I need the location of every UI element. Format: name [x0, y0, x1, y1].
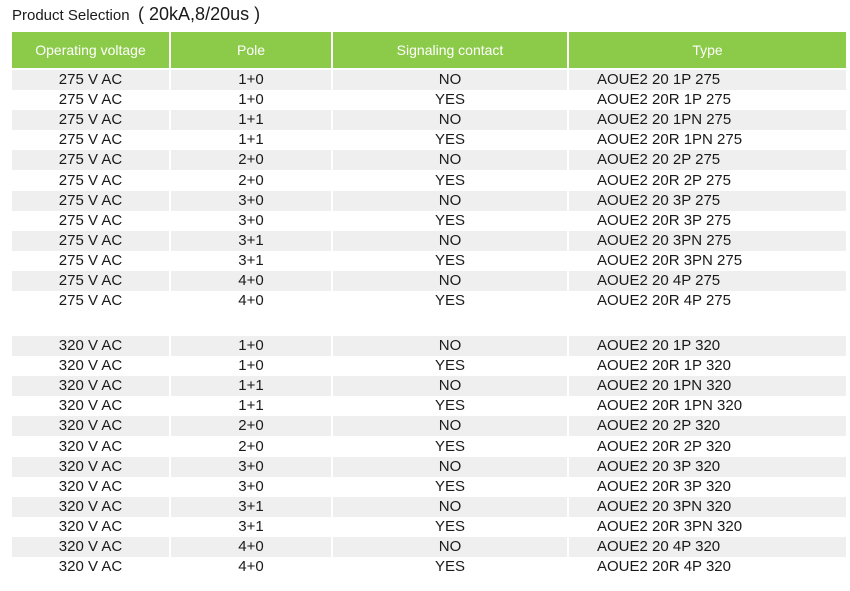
cell-signaling: YES	[332, 90, 568, 110]
cell-voltage: 320 V AC	[12, 376, 170, 396]
cell-signaling: NO	[332, 110, 568, 130]
cell-type: AOUE2 20 4P 275	[568, 271, 846, 291]
table-row	[12, 251, 846, 271]
cell-pole: 1+1	[170, 130, 332, 150]
cell-pole: 1+0	[170, 356, 332, 376]
cell-type: AOUE2 20R 1P 320	[568, 356, 846, 376]
cell-pole: 1+0	[170, 90, 332, 110]
cell-signaling: YES	[332, 517, 568, 537]
table-row	[12, 231, 846, 251]
cell-pole: 3+0	[170, 211, 332, 231]
cell-voltage: 275 V AC	[12, 110, 170, 130]
cell-type: AOUE2 20R 1PN 275	[568, 130, 846, 150]
cell-type: AOUE2 20R 2P 320	[568, 436, 846, 456]
table-row	[12, 497, 846, 517]
table-row	[12, 291, 846, 311]
cell-voltage: 320 V AC	[12, 457, 170, 477]
cell-type: AOUE2 20R 4P 320	[568, 557, 846, 577]
table-275v	[12, 70, 846, 311]
table-row	[12, 170, 846, 190]
cell-voltage: 275 V AC	[12, 271, 170, 291]
cell-voltage: 320 V AC	[12, 517, 170, 537]
table-row	[12, 396, 846, 416]
table-row	[12, 557, 846, 577]
cell-voltage: 275 V AC	[12, 191, 170, 211]
cell-pole: 3+0	[170, 191, 332, 211]
cell-pole: 4+0	[170, 537, 332, 557]
cell-type: AOUE2 20R 3PN 320	[568, 517, 846, 537]
header-operating-voltage: Operating voltage	[12, 32, 170, 68]
cell-pole: 2+0	[170, 150, 332, 170]
table-row	[12, 336, 846, 356]
cell-type: AOUE2 20 4P 320	[568, 537, 846, 557]
table-row	[12, 517, 846, 537]
cell-signaling: NO	[332, 191, 568, 211]
cell-pole: 3+1	[170, 517, 332, 537]
cell-voltage: 275 V AC	[12, 170, 170, 190]
cell-pole: 3+1	[170, 251, 332, 271]
cell-signaling: NO	[332, 416, 568, 436]
cell-voltage: 275 V AC	[12, 211, 170, 231]
cell-pole: 1+1	[170, 376, 332, 396]
cell-voltage: 275 V AC	[12, 70, 170, 90]
cell-type: AOUE2 20R 4P 275	[568, 291, 846, 311]
cell-voltage: 320 V AC	[12, 416, 170, 436]
cell-pole: 2+0	[170, 416, 332, 436]
cell-signaling: NO	[332, 457, 568, 477]
cell-pole: 3+0	[170, 477, 332, 497]
cell-voltage: 275 V AC	[12, 130, 170, 150]
table-row	[12, 191, 846, 211]
cell-pole: 3+1	[170, 497, 332, 517]
cell-voltage: 320 V AC	[12, 436, 170, 456]
cell-signaling: YES	[332, 251, 568, 271]
cell-type: AOUE2 20 1PN 320	[568, 376, 846, 396]
cell-voltage: 320 V AC	[12, 396, 170, 416]
cell-voltage: 275 V AC	[12, 251, 170, 271]
table-row	[12, 356, 846, 376]
cell-type: AOUE2 20 1P 275	[568, 70, 846, 90]
cell-signaling: NO	[332, 336, 568, 356]
table-row	[12, 211, 846, 231]
cell-voltage: 275 V AC	[12, 231, 170, 251]
cell-type: AOUE2 20 2P 320	[568, 416, 846, 436]
cell-type: AOUE2 20 1PN 275	[568, 110, 846, 130]
table-row	[12, 70, 846, 90]
cell-type: AOUE2 20 1P 320	[568, 336, 846, 356]
cell-pole: 4+0	[170, 291, 332, 311]
cell-type: AOUE2 20 3P 320	[568, 457, 846, 477]
cell-pole: 3+0	[170, 457, 332, 477]
table-row	[12, 477, 846, 497]
table-row	[12, 537, 846, 557]
cell-signaling: YES	[332, 356, 568, 376]
cell-voltage: 320 V AC	[12, 497, 170, 517]
cell-type: AOUE2 20 3P 275	[568, 191, 846, 211]
cell-signaling: NO	[332, 497, 568, 517]
cell-voltage: 320 V AC	[12, 557, 170, 577]
cell-signaling: NO	[332, 537, 568, 557]
cell-pole: 3+1	[170, 231, 332, 251]
cell-signaling: YES	[332, 211, 568, 231]
cell-type: AOUE2 20R 1P 275	[568, 90, 846, 110]
cell-pole: 4+0	[170, 557, 332, 577]
cell-type: AOUE2 20 3PN 320	[568, 497, 846, 517]
cell-voltage: 320 V AC	[12, 336, 170, 356]
cell-voltage: 275 V AC	[12, 90, 170, 110]
header-pole: Pole	[170, 32, 332, 68]
header-table	[12, 32, 846, 68]
cell-signaling: NO	[332, 376, 568, 396]
table-row	[12, 416, 846, 436]
table-row	[12, 271, 846, 291]
cell-signaling: NO	[332, 271, 568, 291]
page-title	[12, 4, 260, 30]
table-320v	[12, 336, 846, 577]
cell-type: AOUE2 20R 2P 275	[568, 170, 846, 190]
table-row	[12, 110, 846, 130]
cell-voltage: 275 V AC	[12, 291, 170, 311]
cell-signaling: YES	[332, 477, 568, 497]
cell-voltage: 320 V AC	[12, 477, 170, 497]
cell-pole: 2+0	[170, 436, 332, 456]
cell-voltage: 320 V AC	[12, 356, 170, 376]
cell-type: AOUE2 20R 3P 320	[568, 477, 846, 497]
cell-signaling: YES	[332, 130, 568, 150]
cell-voltage: 275 V AC	[12, 150, 170, 170]
cell-signaling: NO	[332, 150, 568, 170]
cell-pole: 1+0	[170, 70, 332, 90]
cell-signaling: YES	[332, 170, 568, 190]
cell-pole: 1+1	[170, 110, 332, 130]
table-row	[12, 90, 846, 110]
cell-voltage: 320 V AC	[12, 537, 170, 557]
cell-type: AOUE2 20 2P 275	[568, 150, 846, 170]
header-type: Type	[568, 32, 846, 68]
cell-signaling: YES	[332, 557, 568, 577]
cell-signaling: YES	[332, 291, 568, 311]
table-row	[12, 376, 846, 396]
table-row	[12, 436, 846, 456]
table-row	[12, 150, 846, 170]
cell-pole: 1+1	[170, 396, 332, 416]
table-row	[12, 457, 846, 477]
cell-type: AOUE2 20R 1PN 320	[568, 396, 846, 416]
cell-type: AOUE2 20R 3PN 275	[568, 251, 846, 271]
cell-pole: 1+0	[170, 336, 332, 356]
cell-signaling: YES	[332, 436, 568, 456]
cell-type: AOUE2 20 3PN 275	[568, 231, 846, 251]
cell-type: AOUE2 20R 3P 275	[568, 211, 846, 231]
title-main: Product Selection	[12, 7, 130, 24]
cell-signaling: NO	[332, 231, 568, 251]
cell-signaling: YES	[332, 396, 568, 416]
table-row	[12, 130, 846, 150]
cell-pole: 2+0	[170, 170, 332, 190]
cell-pole: 4+0	[170, 271, 332, 291]
cell-signaling: NO	[332, 70, 568, 90]
header-signaling-contact: Signaling contact	[332, 32, 568, 68]
header-row	[12, 32, 846, 68]
title-sub: ( 20kA,8/20us )	[138, 4, 261, 24]
